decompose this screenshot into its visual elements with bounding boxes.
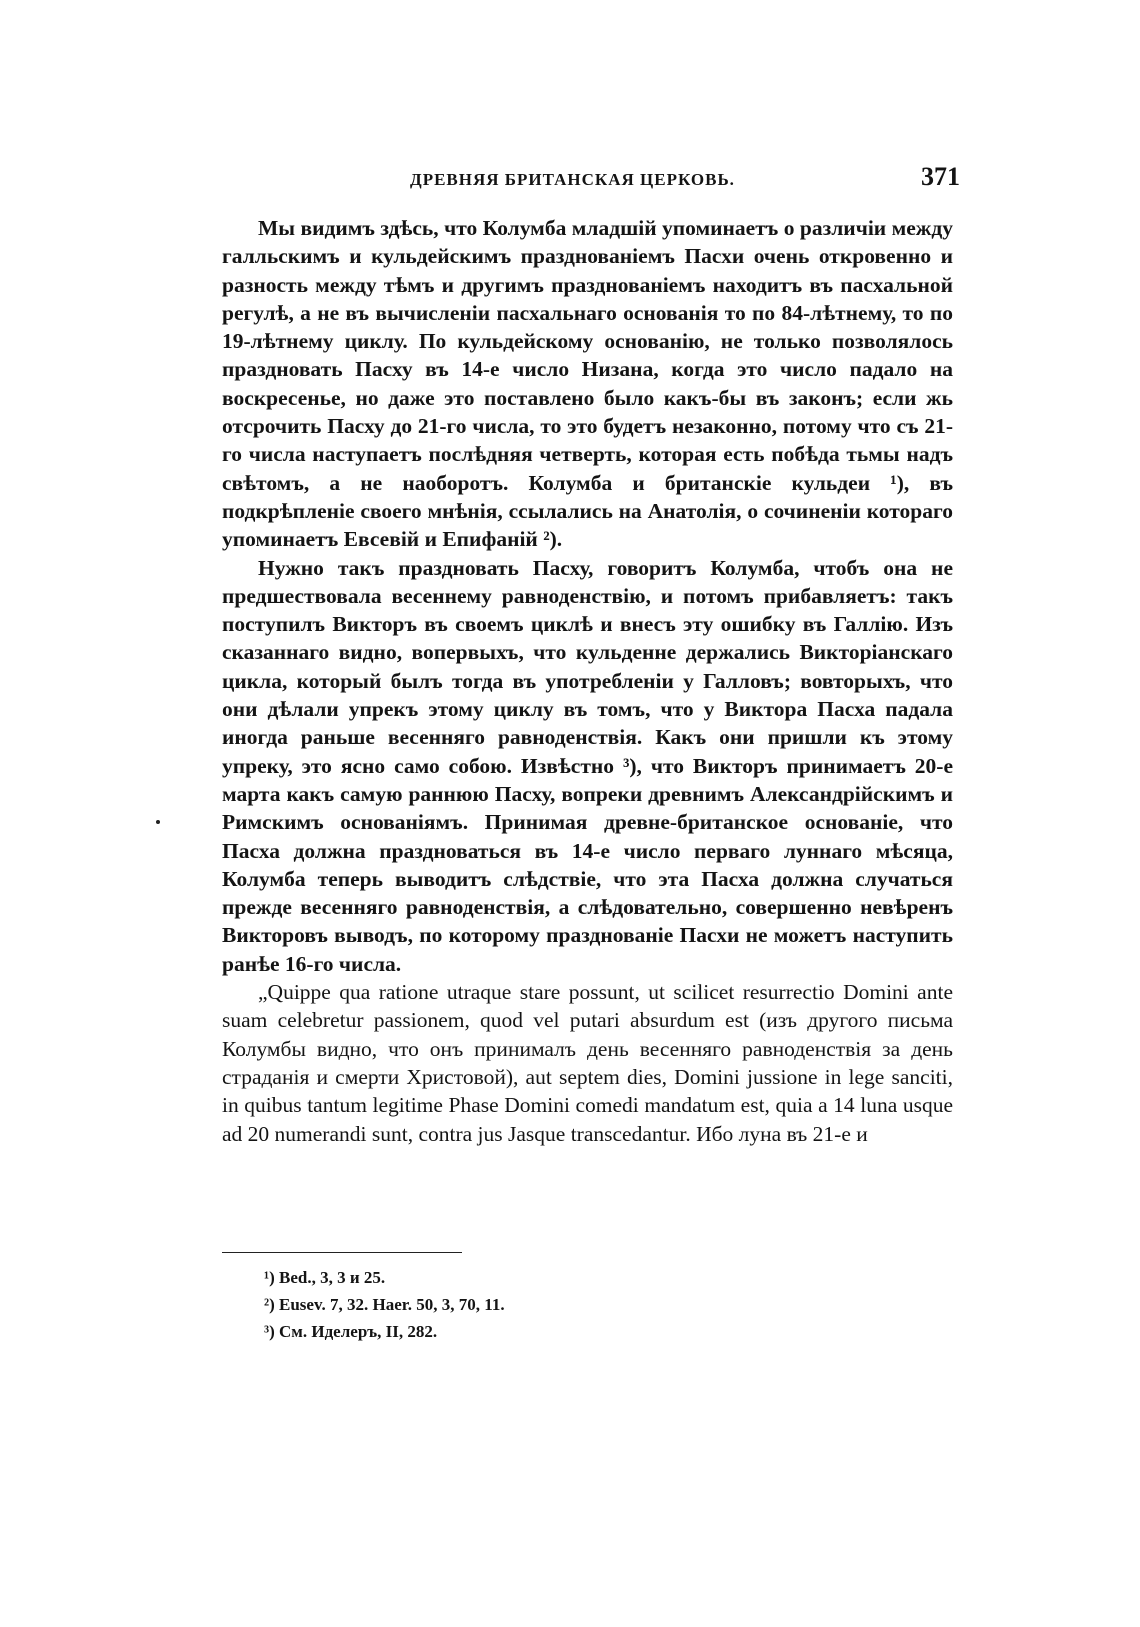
page-number: 371 <box>921 162 960 191</box>
paragraph: Нужно такъ праздновать Пасху, говоритъ Колумба, чтобъ она не предшествовала весеннему равноденствію, и потомъ прибавляетъ: такъ поступилъ Викторъ въ своемъ циклѣ и внесъ эту ошибку въ Галлію. Изъ сказаннаго видно, вопервыхъ, что кульденне держались Викторіанскаго цикла, который былъ тогда въ употребленіи у Галловъ; вовторыхъ, что они дѣлали упрекъ этому циклу въ томъ, что у Виктора Пасха падала иногда раньше весенняго равноденствія. Какъ они пришли къ этому упреку, это ясно само собою. Извѣстно ³), что Викторъ принимаетъ 20-е марта какъ самую раннюю Пасху, вопреки древнимъ Александрійскимъ и Римскимъ основаніямъ. Принимая древне-британское основаніе, что Пасха должна праздноваться въ 14-е число перваго луннаго мѣсяца, Колумба теперь выводитъ слѣдствіе, что эта Пасха должна случаться прежде весенняго равноденствія, а слѣдовательно, совершенно невѣренъ Викторовъ выводъ, по которому празднованіе Пасхи не можетъ наступить ранѣе 16-го числа. <box>222 555 953 976</box>
footnote-rule <box>222 1252 462 1253</box>
footnote: ¹) Bed., 3, 3 и 25. <box>264 1268 386 1287</box>
footnote: ³) См. Иделеръ, II, 282. <box>264 1322 438 1341</box>
footnote: ²) Eusev. 7, 32. Haer. 50, 3, 70, 11. <box>264 1295 505 1314</box>
running-title: ДРЕВНЯЯ БРИТАНСКАЯ ЦЕРКОВЬ. <box>410 170 735 189</box>
page-header <box>220 162 960 202</box>
main-text <box>222 214 953 1148</box>
print-speck <box>156 820 160 824</box>
footnotes <box>264 1264 764 1345</box>
paragraph: „Quippe qua ratione utraque stare possunt, ut scilicet resurrectio Domini ante suam celebretur passionem, quod vel putari absurdum est (изъ другого письма Колумбы видно, что онъ принималъ день весенняго равноденствія за день страданія и смерти Христовой), aut septem dies, Domini jussione in lege sanciti, in quibus tantum legitime Phase Domini comedi mandatum est, quia a 14 luna usque ad 20 numerandi sunt, contra jus Jasque transcedantur. Ибо луна въ 21-е и <box>222 980 953 1146</box>
paragraph: Мы видимъ здѣсь, что Колумба младшій упоминаетъ о различіи между галльскимъ и кульдейскимъ празднованіемъ Пасхи очень откровенно и разность между тѣмъ и другимъ празднованіемъ находитъ въ пасхальной регулѣ, а не въ вычисленіи пасхальнаго основанія то по 84-лѣтнему, то по 19-лѣтнему циклу. По кульдейскому основанію, не только позволялось праздновать Пасху въ 14-е число Низана, когда это число падало на воскресенье, но даже это поставлено было какъ-бы въ законъ; если жь отсрочить Пасху до 21-го числа, то это будетъ незаконно, потому что съ 21-го числа наступаетъ послѣдняя четверть, которая есть побѣда тьмы надъ свѣтомъ, а не наоборотъ. Колумба и британскіе кульдеи ¹), въ подкрѣпленіе своего мнѣнія, ссылались на Анатолія, о сочиненіи котораго упоминаетъ Евсевій и Епифаній ²). <box>222 216 953 552</box>
